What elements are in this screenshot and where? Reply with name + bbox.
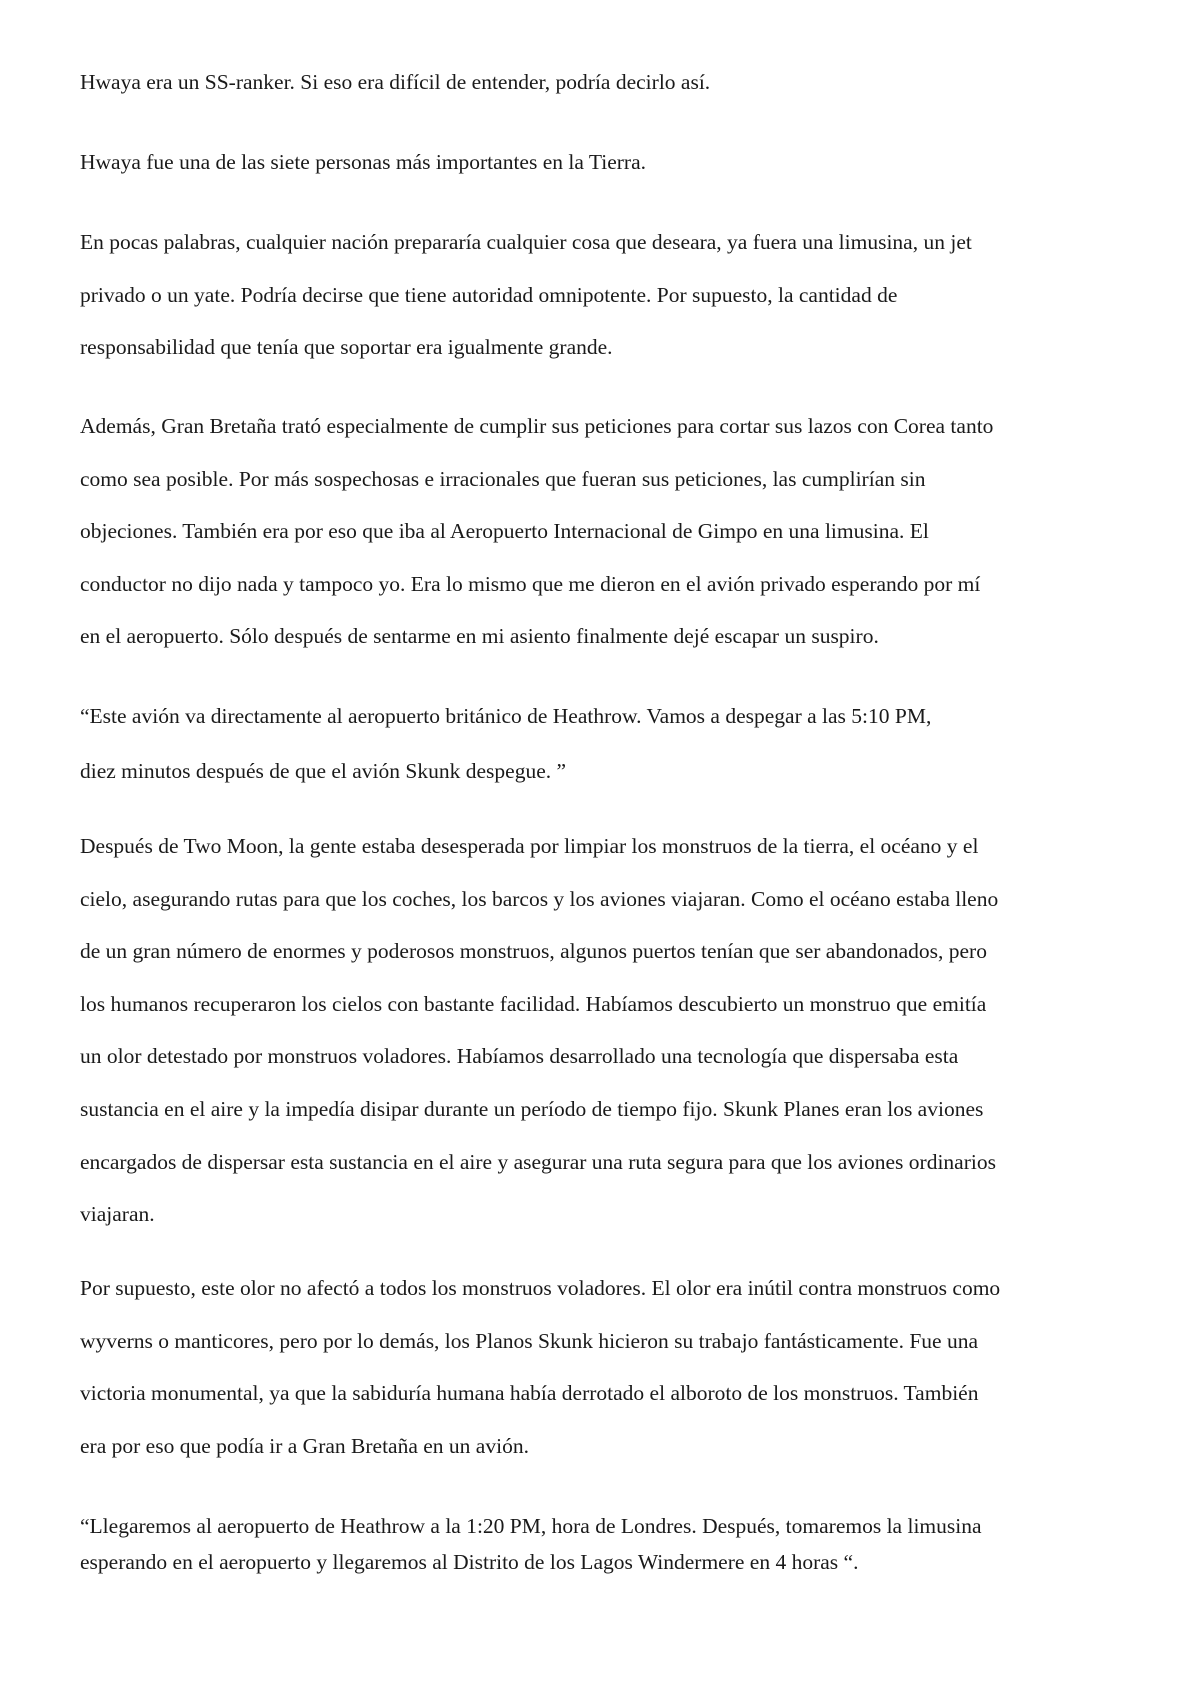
text-line: En pocas palabras, cualquier nación prepararía cualquier cosa que deseara, ya fuera una limusina, un jet xyxy=(80,230,972,254)
text-line: “Llegaremos al aeropuerto de Heathrow a la 1:20 PM, hora de Londres. Después, tomaremos la limusina xyxy=(80,1514,982,1538)
text-line: Después de Two Moon, la gente estaba desesperada por limpiar los monstruos de la tierra, el océano y el xyxy=(80,834,979,858)
text-line: era por eso que podía ir a Gran Bretaña en un avión. xyxy=(80,1433,529,1458)
text-line: en el aeropuerto. Sólo después de sentarme en mi asiento finalmente dejé escapar un suspiro. xyxy=(80,624,879,649)
dialogue-paragraph xyxy=(80,690,1120,797)
dialogue-paragraph xyxy=(80,1508,1120,1580)
text-line: “Este avión va directamente al aeropuerto británico de Heathrow. Vamos a despegar a las 5:10 PM, xyxy=(80,704,932,728)
text-line: cielo, asegurando rutas para que los coches, los barcos y los aviones viajaran. Como el océano estaba lleno xyxy=(80,886,999,911)
text-line: responsabilidad que tenía que soportar era igualmente grande. xyxy=(80,335,613,360)
text-line: conductor no dijo nada y tampoco yo. Era lo mismo que me dieron en el avión privado esperando por mí xyxy=(80,571,981,596)
text-line: Hwaya era un SS-ranker. Si eso era difícil de entender, podría decirlo así. xyxy=(80,70,711,94)
text-line: un olor detestado por monstruos voladores. Habíamos desarrollado una tecnología que dispersaba esta xyxy=(80,1044,959,1069)
paragraph xyxy=(80,56,1120,109)
paragraph xyxy=(80,136,1120,189)
text-line: wyverns o manticores, pero por lo demás, los Planos Skunk hicieron su trabajo fantásticamente. Fue una xyxy=(80,1328,979,1353)
text-line: objeciones. También era por eso que iba al Aeropuerto Internacional de Gimpo en una limusina. El xyxy=(80,519,929,544)
text-line: Además, Gran Bretaña trató especialmente de cumplir sus peticiones para cortar sus lazos con Corea tanto xyxy=(80,414,994,438)
paragraph xyxy=(80,820,1120,1241)
paragraph xyxy=(80,1262,1120,1472)
text-line: privado o un yate. Podría decirse que tiene autoridad omnipotente. Por supuesto, la cantidad de xyxy=(80,282,898,307)
text-line: de un gran número de enormes y poderosos monstruos, algunos puertos tenían que ser abandonados, pero xyxy=(80,939,987,964)
text-line: Por supuesto, este olor no afectó a todos los monstruos voladores. El olor era inútil contra monstruos como xyxy=(80,1276,1001,1300)
text-line: los humanos recuperaron los cielos con bastante facilidad. Habíamos descubierto un monstruo que emitía xyxy=(80,991,987,1016)
text-line: como sea posible. Por más sospechosas e irracionales que fueran sus peticiones, las cumplirían sin xyxy=(80,466,926,491)
text-line: esperando en el aeropuerto y llegaremos al Distrito de los Lagos Windermere en 4 horas “. xyxy=(80,1550,859,1574)
text-line: diez minutos después de que el avión Skunk despegue. ” xyxy=(80,758,567,783)
paragraph xyxy=(80,216,1120,374)
text-line: victoria monumental, ya que la sabiduría humana había derrotado el alboroto de los monstruos. También xyxy=(80,1381,979,1406)
paragraph xyxy=(80,400,1120,663)
text-line: Hwaya fue una de las siete personas más importantes en la Tierra. xyxy=(80,150,647,174)
text-line: viajaran. xyxy=(80,1202,155,1227)
text-line: encargados de dispersar esta sustancia en el aire y asegurar una ruta segura para que los aviones ordinarios xyxy=(80,1149,996,1174)
text-line: sustancia en el aire y la impedía disipar durante un período de tiempo fijo. Skunk Planes eran los aviones xyxy=(80,1096,984,1121)
